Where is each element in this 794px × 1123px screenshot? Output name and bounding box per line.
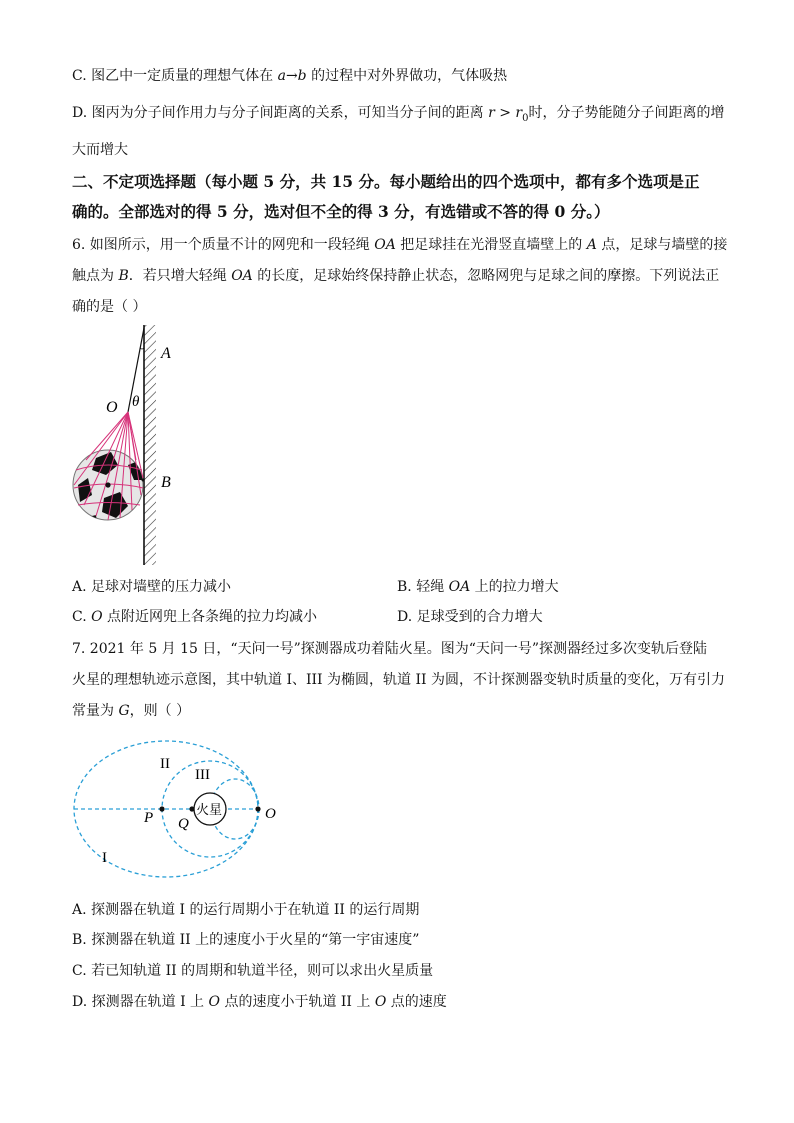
q6-stem-line2: 触点为 B．若只增大轻绳 OA 的长度，足球始终保持静止状态，忽略网兜与足球之间的摩擦。下列说法正 [72,268,720,284]
label-p: P [144,810,154,826]
point-q [189,806,194,811]
q7-stem-line3: 常量为 G，则（ ） [72,703,191,719]
contact-point-b [142,479,145,482]
q7-stem-line1: 7. 2021 年 5 月 15 日，“天问一号”探测器成功着陆火星。图为“天问一号”探测器经过多次变轨后登陆 [72,641,708,657]
label-o: O [106,399,118,416]
soccer-ball [73,450,146,530]
q6-option-a: A. 足球对墙壁的压力减小 [72,579,232,595]
q7-option-b: B. 探测器在轨道 II 上的速度小于火星的“第一宇宙速度” [72,932,420,948]
q6-figure [66,320,196,570]
label-q: Q [178,816,189,832]
label-theta: θ [132,394,140,410]
q5-option-d-cont: 大而增大 [72,142,128,158]
q6-option-d: D. 足球受到的合力增大 [397,609,543,625]
q5-option-c: C. 图乙中一定质量的理想气体在 a→b 的过程中对外界做功，气体吸热 [72,68,508,84]
q7-option-a: A. 探测器在轨道 I 的运行周期小于在轨道 II 的运行周期 [72,902,420,918]
section-heading-line2: 确的。全部选对的得 5 分，选对但不全的得 3 分，有选错或不答的得 0 分。） [72,202,610,221]
label-mars: 火星 [196,802,223,817]
point-o [255,806,260,811]
label-b: B [161,474,171,491]
q6-option-c: C. O 点附近网兜上各条绳的拉力均减小 [72,609,318,625]
wall-hatching [144,325,156,565]
q7-option-d: D. 探测器在轨道 I 上 O 点的速度小于轨道 II 上 O 点的速度 [72,994,447,1010]
ball-center [105,482,110,487]
q7-option-c: C. 若已知轨道 II 的周期和轨道半径，则可以求出火星质量 [72,963,434,979]
label-ii: II [160,756,170,772]
label-o: O [265,806,276,822]
label-i: I [102,850,107,866]
label-a: A [161,345,171,362]
q6-stem-line1: 6. 如图所示，用一个质量不计的网兜和一段轻绳 OA 把足球挂在光滑竖直墙壁上的 A 点，足球与墙壁的接 [72,237,728,253]
label-iii: III [195,767,210,783]
q6-stem-line3: 确的是（ ） [72,299,147,315]
q6-option-b: B. 轻绳 OA 上的拉力增大 [397,579,559,595]
q7-orbit-figure [70,730,300,880]
point-p [159,806,164,811]
q7-stem-line2: 火星的理想轨迹示意图，其中轨道 I、III 为椭圆，轨道 II 为圆，不计探测器变轨时质量的变化，万有引力 [72,672,725,688]
section-heading-line1: 二、不定项选择题（每小题 5 分，共 15 分。每小题给出的四个选项中，都有多个选项是正 [72,172,700,191]
q5-option-d: D. 图丙为分子间作用力与分子间距离的关系，可知当分子间的距离 $r > r_0$时，分子势能随分子间距离的增 [72,105,725,124]
theta-arc [140,348,144,349]
